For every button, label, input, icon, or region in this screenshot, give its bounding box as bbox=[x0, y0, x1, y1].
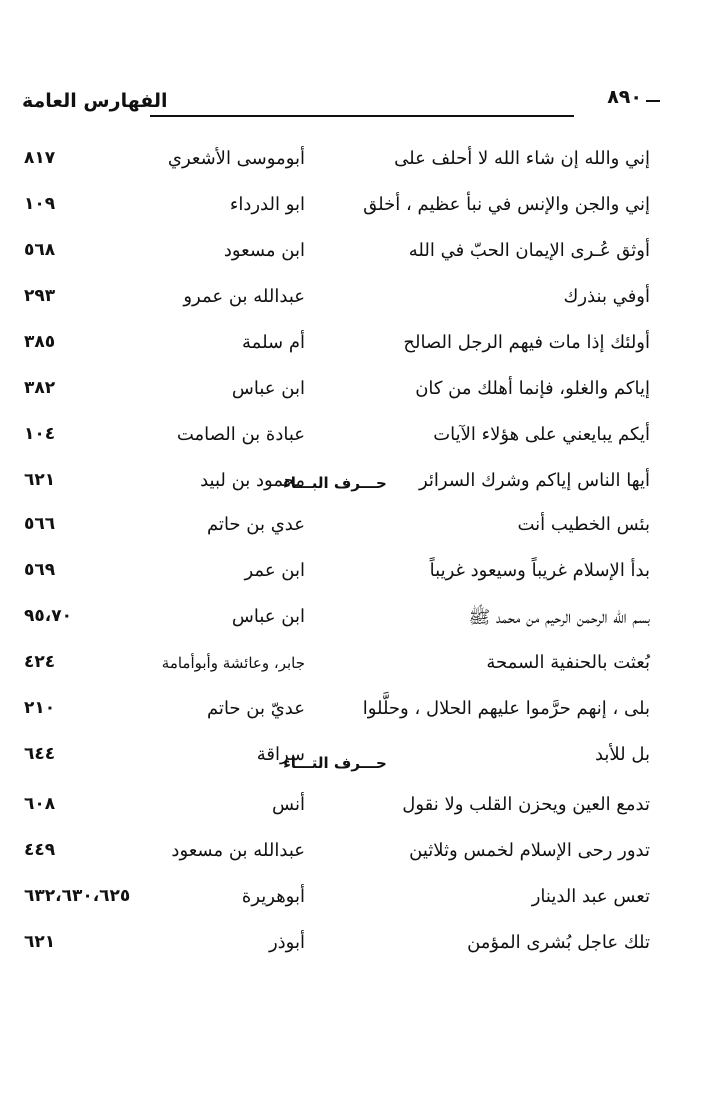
narrator: أبوهريرة bbox=[241, 886, 305, 907]
header-title: الفهارس العامة bbox=[22, 90, 168, 112]
page-ref: ٦٠٨ bbox=[24, 794, 56, 814]
hadith-text: بلى ، إنهم حرَّموا عليهم الحلال ، وحلَّلوا bbox=[362, 698, 650, 719]
narrator: عبدالله بن مسعود bbox=[171, 840, 305, 861]
hadith-text: إني والله إن شاء الله لا أحلف على bbox=[394, 148, 650, 169]
hadith-text: تعس عبد الدينار bbox=[531, 886, 650, 907]
page-ref: ٤٤٩ bbox=[24, 840, 56, 860]
hadith-text: أوفي بنذرك bbox=[563, 286, 650, 307]
hadith-text: أولئك إذا مات فيهم الرجل الصالح bbox=[403, 332, 650, 353]
hadith-text: بُعثت بالحنفية السمحة bbox=[486, 652, 650, 673]
narrator: ابن عباس bbox=[231, 378, 305, 399]
page-ref: ٦٣٢،٦٣٠،٦٢٥ bbox=[24, 886, 131, 906]
index-row bbox=[20, 690, 650, 736]
hadith-text: تدمع العين ويحزن القلب ولا نقول bbox=[402, 794, 650, 815]
hadith-text: أيها الناس إياكم وشرك السرائر bbox=[418, 470, 650, 491]
index-row bbox=[20, 552, 650, 598]
narrator: عدي بن حاتم bbox=[206, 514, 305, 535]
index-row bbox=[20, 186, 650, 232]
hadith-text: أوثق عُـرى الإيمان الحبّ في الله bbox=[408, 240, 650, 261]
page-ref: ٢١٠ bbox=[24, 698, 56, 718]
narrator: أنس bbox=[272, 794, 305, 815]
page-ref: ٣٨٢ bbox=[24, 378, 56, 398]
hadith-text: بسم الله الرحمن الرحيم من محمد ﷺ bbox=[468, 607, 650, 628]
page-ref: ٥٦٩ bbox=[24, 560, 56, 580]
page-header bbox=[22, 86, 642, 126]
hadith-text: بئس الخطيب أنت bbox=[517, 514, 650, 535]
page-ref: ٥٦٦ bbox=[24, 514, 56, 534]
narrator: أبوموسى الأشعري bbox=[167, 148, 305, 169]
narrator: عديّ بن حاتم bbox=[206, 698, 305, 719]
narrator: عبادة بن الصامت bbox=[176, 424, 305, 445]
hadith-text: أيكم يبايعني على هؤلاء الآيات bbox=[433, 424, 650, 445]
hadith-text: تلك عاجل بُشرى المؤمن bbox=[467, 932, 650, 953]
hadith-text: إياكم والغلو، فإنما أهلك من كان bbox=[415, 378, 650, 399]
index-row bbox=[20, 370, 650, 416]
page-ref: ٦٤٤ bbox=[24, 744, 56, 764]
index-row bbox=[20, 878, 650, 924]
header-rule bbox=[150, 115, 574, 117]
narrator: ابن عمر bbox=[244, 560, 305, 581]
narrator: سراقة bbox=[256, 744, 305, 765]
index-row bbox=[20, 416, 650, 462]
index-row bbox=[20, 140, 650, 186]
header-dash bbox=[646, 100, 660, 102]
index-row bbox=[20, 598, 650, 644]
letter-heading: حـــرف البـــاء bbox=[283, 474, 387, 492]
index-row bbox=[20, 644, 650, 690]
section-alif bbox=[20, 140, 650, 508]
index-row bbox=[20, 278, 650, 324]
page-ref: ٦٢١ bbox=[24, 932, 56, 952]
narrator: جابر، وعائشة وأبوأمامة bbox=[161, 654, 305, 672]
narrator: محمود بن لبيد bbox=[200, 470, 305, 491]
narrator: ابن عباس bbox=[231, 606, 305, 627]
page-ref: ٣٨٥ bbox=[24, 332, 56, 352]
index-row bbox=[20, 924, 650, 970]
page-ref: ٢٩٣ bbox=[24, 286, 56, 306]
section-ta bbox=[20, 786, 650, 970]
hadith-text: بدأ الإسلام غريباً وسيعود غريباً bbox=[429, 560, 650, 581]
index-row bbox=[20, 786, 650, 832]
page-ref: ٥٦٨ bbox=[24, 240, 56, 260]
hadith-text: تدور رحى الإسلام لخمس وثلاثين bbox=[409, 840, 650, 861]
narrator: عبدالله بن عمرو bbox=[183, 286, 305, 307]
narrator: أم سلمة bbox=[242, 332, 305, 353]
page-ref: ٩٥،٧٠ bbox=[24, 606, 72, 626]
index-row bbox=[20, 506, 650, 552]
index-row bbox=[20, 832, 650, 878]
section-ba bbox=[20, 506, 650, 782]
narrator: أبوذر bbox=[268, 932, 305, 953]
page-ref: ٦٢١ bbox=[24, 470, 56, 490]
page-ref: ٨١٧ bbox=[24, 148, 56, 168]
page-ref: ٤٢٤ bbox=[24, 652, 56, 672]
page-ref: ١٠٩ bbox=[24, 194, 56, 214]
letter-heading: حـــرف التـــاء bbox=[283, 754, 387, 772]
index-row bbox=[20, 324, 650, 370]
hadith-text: إني والجن والإنس في نبأ عظيم ، أخلق bbox=[363, 194, 650, 215]
index-row bbox=[20, 232, 650, 278]
hadith-text: بل للأبد bbox=[594, 744, 650, 765]
page-number: ٨٩٠ bbox=[607, 86, 642, 108]
narrator: ابو الدرداء bbox=[229, 194, 305, 215]
page-ref: ١٠٤ bbox=[24, 424, 56, 444]
narrator: ابن مسعود bbox=[223, 240, 305, 261]
